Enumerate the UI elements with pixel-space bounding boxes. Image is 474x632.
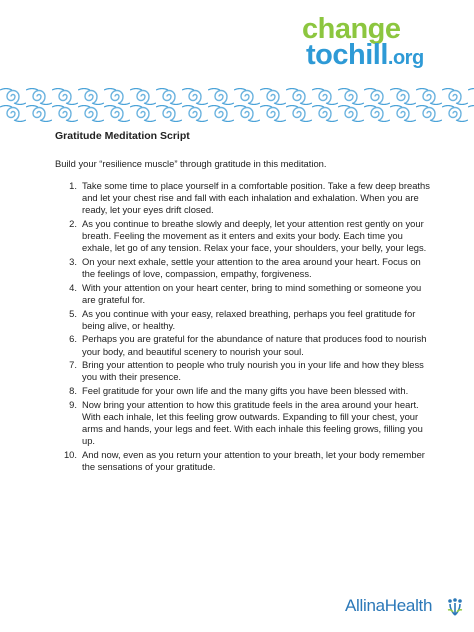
allina-health-logo (345, 595, 465, 621)
document-title: Gratitude Meditation Script (55, 130, 190, 142)
meditation-step (55, 399, 435, 448)
logo-word-to: to (306, 39, 333, 71)
step-number: 4. (69, 281, 77, 293)
step-text: And now, even as you return your attention to your breath, let your body remember the sensations of your gratitude. (82, 448, 425, 472)
meditation-step (55, 308, 435, 332)
meditation-step (55, 282, 435, 306)
step-number: 2. (69, 218, 77, 229)
logo-line2 (306, 40, 424, 73)
step-number: 9. (69, 398, 77, 410)
step-number: 5. (69, 307, 77, 319)
step-number: 1. (69, 180, 77, 191)
step-text: On your next exhale, settle your attention to the area around your heart. Focus on the feelings of love, compassion, empathy, forgiveness. (82, 256, 421, 280)
changetochill-logo (298, 14, 448, 72)
meditation-step (55, 180, 435, 217)
step-text: Perhaps you are grateful for the abundance of nature that produces food to nourish your body, and beautiful scenery to nourish your soul. (82, 333, 427, 357)
step-number: 7. (69, 359, 77, 371)
step-text: As you continue with your easy, relaxed breathing, perhaps you feel gratitude for being alive, or healthy. (82, 307, 416, 331)
step-number: 3. (69, 256, 77, 267)
decorative-swirl-band (0, 88, 474, 122)
step-number: 6. (69, 333, 77, 345)
people-sprout-icon (446, 597, 464, 617)
step-text: As you continue to breathe slowly and deeply, let your attention rest gently on your breath. Feeling the movement as it enters and exits your body. Each time you exhale, let go of any tension. Relax your face, your shoulders, your belly, your legs. (82, 218, 427, 254)
step-text: Bring your attention to people who truly nourish you in your life and how they bless you with their presence. (82, 359, 424, 383)
meditation-step (55, 385, 435, 397)
meditation-step (55, 359, 435, 383)
meditation-step (55, 256, 435, 280)
meditation-steps-list (55, 180, 435, 475)
logo-word-change: change (302, 13, 401, 45)
step-number: 8. (69, 384, 77, 396)
meditation-step (55, 449, 435, 473)
logo-word-chill: chill (332, 39, 388, 71)
allina-health-wordmark: AllinaHealth (345, 596, 433, 615)
step-text: Take some time to place yourself in a comfortable position. Take a few deep breaths and let your chest rise and fall with each inhalation and exhalation. When you are ready, let your eyes drift closed. (82, 180, 430, 216)
document-intro: Build your “resilience muscle” through gratitude in this meditation. (55, 158, 327, 169)
meditation-step (55, 333, 435, 357)
meditation-step (55, 218, 435, 255)
step-text: Feel gratitude for your own life and the many gifts you have been blessed with. (82, 384, 409, 396)
step-text: Now bring your attention to how this gratitude feels in the area around your heart. With each inhale, let this feeling grow outwards. Expanding to fill your chest, your arms and hands, your legs and feet. With each inhale this feeling grows, filling you up. (82, 398, 423, 447)
logo-word-org: .org (387, 47, 424, 69)
step-text: With your attention on your heart center, bring to mind something or someone you are grateful for. (82, 281, 422, 305)
step-number: 10. (63, 448, 77, 460)
